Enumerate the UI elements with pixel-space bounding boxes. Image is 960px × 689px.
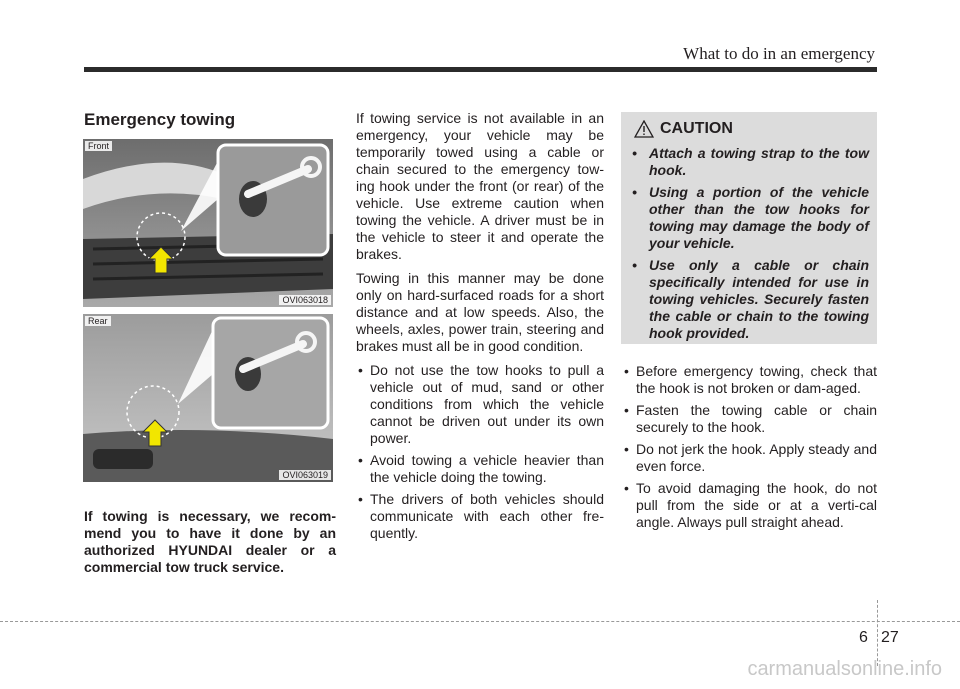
list-item: • To avoid damaging the hook, do not pull from the side or at a verti-cal angle. Always pull straight ahead. (622, 480, 877, 531)
list-item: • Do not use the tow hooks to pull a vehicle out of mud, sand or other conditions from which the vehicle cannot be driven out under its own power. (356, 362, 604, 447)
footer-rule (0, 621, 960, 622)
rear-tow-hook-photo (83, 314, 333, 482)
photo-code-rear: OVI063019 (279, 470, 331, 480)
section-title: Emergency towing (84, 110, 236, 129)
header-rule (84, 67, 877, 72)
hook-bullet-list (622, 363, 877, 531)
list-item: • Using a portion of the vehicle other than the tow hooks for towing may damage the body of your vehicle. (629, 184, 869, 252)
running-header: What to do in an emergency (683, 44, 875, 63)
list-item: • Avoid towing a vehicle heavier than the vehicle doing the towing. (356, 452, 604, 486)
caution-title: CAUTION (660, 120, 733, 137)
caution-list (629, 145, 869, 347)
paragraph: Towing in this manner may be done only on hard-surfaced roads for a short distance and at low speeds. Also, the wheels, axles, power train, steering and brakes must all be in good condition. (356, 270, 604, 354)
towing-bullet-list (356, 362, 604, 542)
warning-triangle-icon (634, 120, 654, 138)
caution-header (634, 120, 733, 138)
intro-paragraph: If towing is necessary, we recom-mend you to have it done by an authorized HYUNDAI dealer or a commercial tow truck service. (84, 508, 336, 575)
photo-code-front: OVI063018 (279, 295, 331, 305)
list-item: • Fasten the towing cable or chain securely to the hook. (622, 402, 877, 436)
footer-divider (877, 600, 878, 666)
list-item: • The drivers of both vehicles should communicate with each other fre-quently. (356, 491, 604, 542)
page-number: 27 (881, 629, 899, 646)
chapter-number: 6 (859, 629, 868, 646)
list-item: • Do not jerk the hook. Apply steady and even force. (622, 441, 877, 475)
caution-box (621, 112, 877, 344)
list-item: • Before emergency towing, check that the hook is not broken or dam-aged. (622, 363, 877, 397)
towing-instructions-column (356, 110, 604, 547)
hook-tips-column (622, 363, 877, 536)
list-item: • Attach a towing strap to the tow hook. (629, 145, 869, 179)
watermark: carmanualsonline.info (747, 658, 942, 680)
list-item: • Use only a cable or chain specifically intended for use in towing vehicles. Securely fasten the cable or chain to the towing hook provided. (629, 257, 869, 342)
front-tow-hook-photo (83, 139, 333, 307)
paragraph: If towing service is not available in an emergency, your vehicle may be temporarily towed using a cable or chain secured to the emergency tow-ing hook under the front (or rear) of the vehicle. Use extreme caution when towing the vehicle. A driver must be in the vehicle to steer it and operate the brakes. (356, 110, 604, 262)
photo-label-rear: Rear (85, 316, 111, 326)
photo-label-front: Front (85, 141, 112, 151)
